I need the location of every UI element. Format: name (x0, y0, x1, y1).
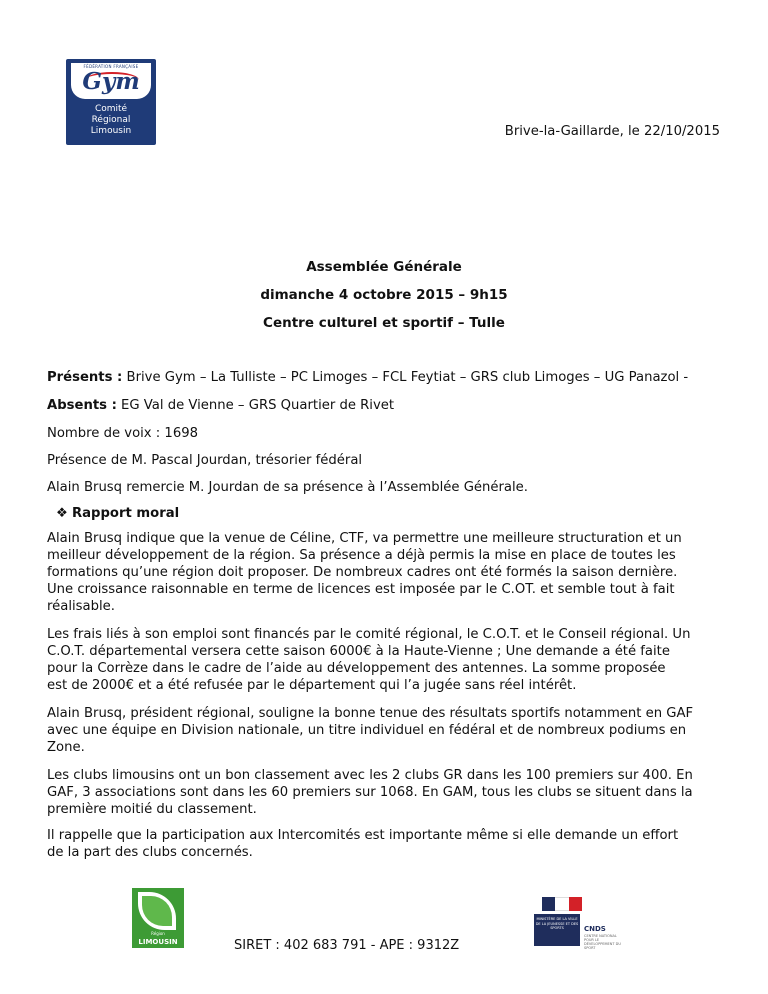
absent-line (47, 397, 723, 414)
date-line: Brive-la-Gaillarde, le 22/10/2015 (504, 124, 720, 139)
paragraph-line: Alain Brusq, président régional, souligne la bonne tenue des résultats sportifs notamment en GAF (47, 706, 694, 721)
presence-line: Présence de M. Pascal Jourdan, trésorier fédéral (47, 453, 363, 468)
present-line (47, 369, 723, 386)
cnds-logo (534, 897, 624, 950)
present-value: Brive Gym – La Tulliste – PC Limoges – FCL Feytiat – GRS club Limoges – UG Panazol - (122, 370, 689, 385)
paragraph-line: Zone. (47, 740, 85, 755)
french-flag-icon (542, 897, 582, 911)
paragraph-line: première moitié du classement. (47, 802, 257, 817)
logo-federation-text: FÉDÉRATION FRANÇAISE (83, 64, 139, 69)
region-logo-name: LIMOUSIN (138, 938, 178, 946)
region-limousin-logo (132, 888, 184, 948)
paragraph-line: avec une équipe en Division nationale, un titre individuel en fédéral et de nombreux podiums en (47, 723, 687, 738)
paragraph-line: Les frais liés à son emploi sont financés par le comité régional, le C.O.T. et le Conseil régional. Un (47, 627, 691, 642)
section-heading (56, 505, 179, 522)
paragraph-5 (47, 827, 723, 861)
paragraph-line: Les clubs limousins ont un bon classement avec les 2 clubs GR dans les 100 premiers sur 400. En (47, 768, 693, 783)
logo-line-3: Limousin (90, 126, 132, 136)
paragraph-line: Une croissance raisonnable en terme de licences est imposée par le C.OT. et semble tout à fait (47, 582, 675, 597)
paragraph-line: est de 2000€ et a été refusée par le département qui l’a jugée sans réel intérêt. (47, 678, 577, 693)
paragraph-line: GAF, 3 associations sont dans les 60 premiers sur 1068. En GAM, tous les clubs se situent dans la (47, 785, 693, 800)
logo-caption (66, 104, 156, 137)
logo-top (71, 63, 151, 99)
logo-line-2: Régional (91, 115, 131, 125)
paragraph-line: pour la Corrèze dans le cadre de l’aide au développement des antennes. La somme proposée (47, 661, 666, 676)
paragraph-line: Il rappelle que la participation aux Intercomités est importante même si elle demande un effort (47, 828, 679, 843)
absent-label: Absents : (47, 398, 117, 413)
title-line-1: Assemblée Générale (306, 259, 462, 275)
ministry-label: MINISTÈRE DE LA VILLE DE LA JEUNESSE ET DES SPORTS (534, 914, 580, 946)
paragraph-line: Alain Brusq indique que la venue de Céline, CTF, va permettre une meilleure structuration et un (47, 531, 682, 546)
diamond-bullet-icon: ❖ (56, 506, 68, 521)
title-line-3: Centre culturel et sportif – Tulle (263, 315, 505, 331)
paragraph-3 (47, 705, 723, 756)
paragraph-line: formations qu’une région doit proposer. De nombreux cadres ont été formés la saison dernière. (47, 565, 678, 580)
paragraph-1 (47, 530, 723, 615)
paragraph-4 (47, 767, 723, 818)
ffgym-logo (66, 59, 156, 145)
cnds-subtitle: CENTRE NATIONAL POUR LE DÉVELOPPEMENT DU SPORT (584, 934, 621, 950)
logo-brand: Gym (82, 68, 140, 95)
paragraph-line: de la part des clubs concernés. (47, 845, 253, 860)
paragraph-line: C.O.T. départemental versera cette saison 6000€ à la Haute-Vienne ; Une demande a été faite (47, 644, 670, 659)
paragraph-line: meilleur développement de la région. Sa présence a déjà permis la mise en place de toutes les (47, 548, 676, 563)
region-logo-small: Région (151, 931, 165, 936)
cnds-name: CNDS (584, 925, 606, 933)
title-line-2: dimanche 4 octobre 2015 – 9h15 (260, 287, 508, 303)
paragraph-2 (47, 626, 723, 694)
paragraph-line: réalisable. (47, 599, 115, 614)
absent-value: EG Val de Vienne – GRS Quartier de Rivet (116, 398, 395, 413)
votes-line: Nombre de voix : 1698 (47, 426, 198, 441)
section-heading-text: Rapport moral (72, 506, 180, 521)
present-label: Présents : (47, 370, 123, 385)
siret-line: SIRET : 402 683 791 - APE : 9312Z (234, 938, 460, 953)
logo-line-1: Comité (94, 104, 128, 114)
thanks-line: Alain Brusq remercie M. Jourdan de sa présence à l’Assemblée Générale. (47, 480, 528, 495)
